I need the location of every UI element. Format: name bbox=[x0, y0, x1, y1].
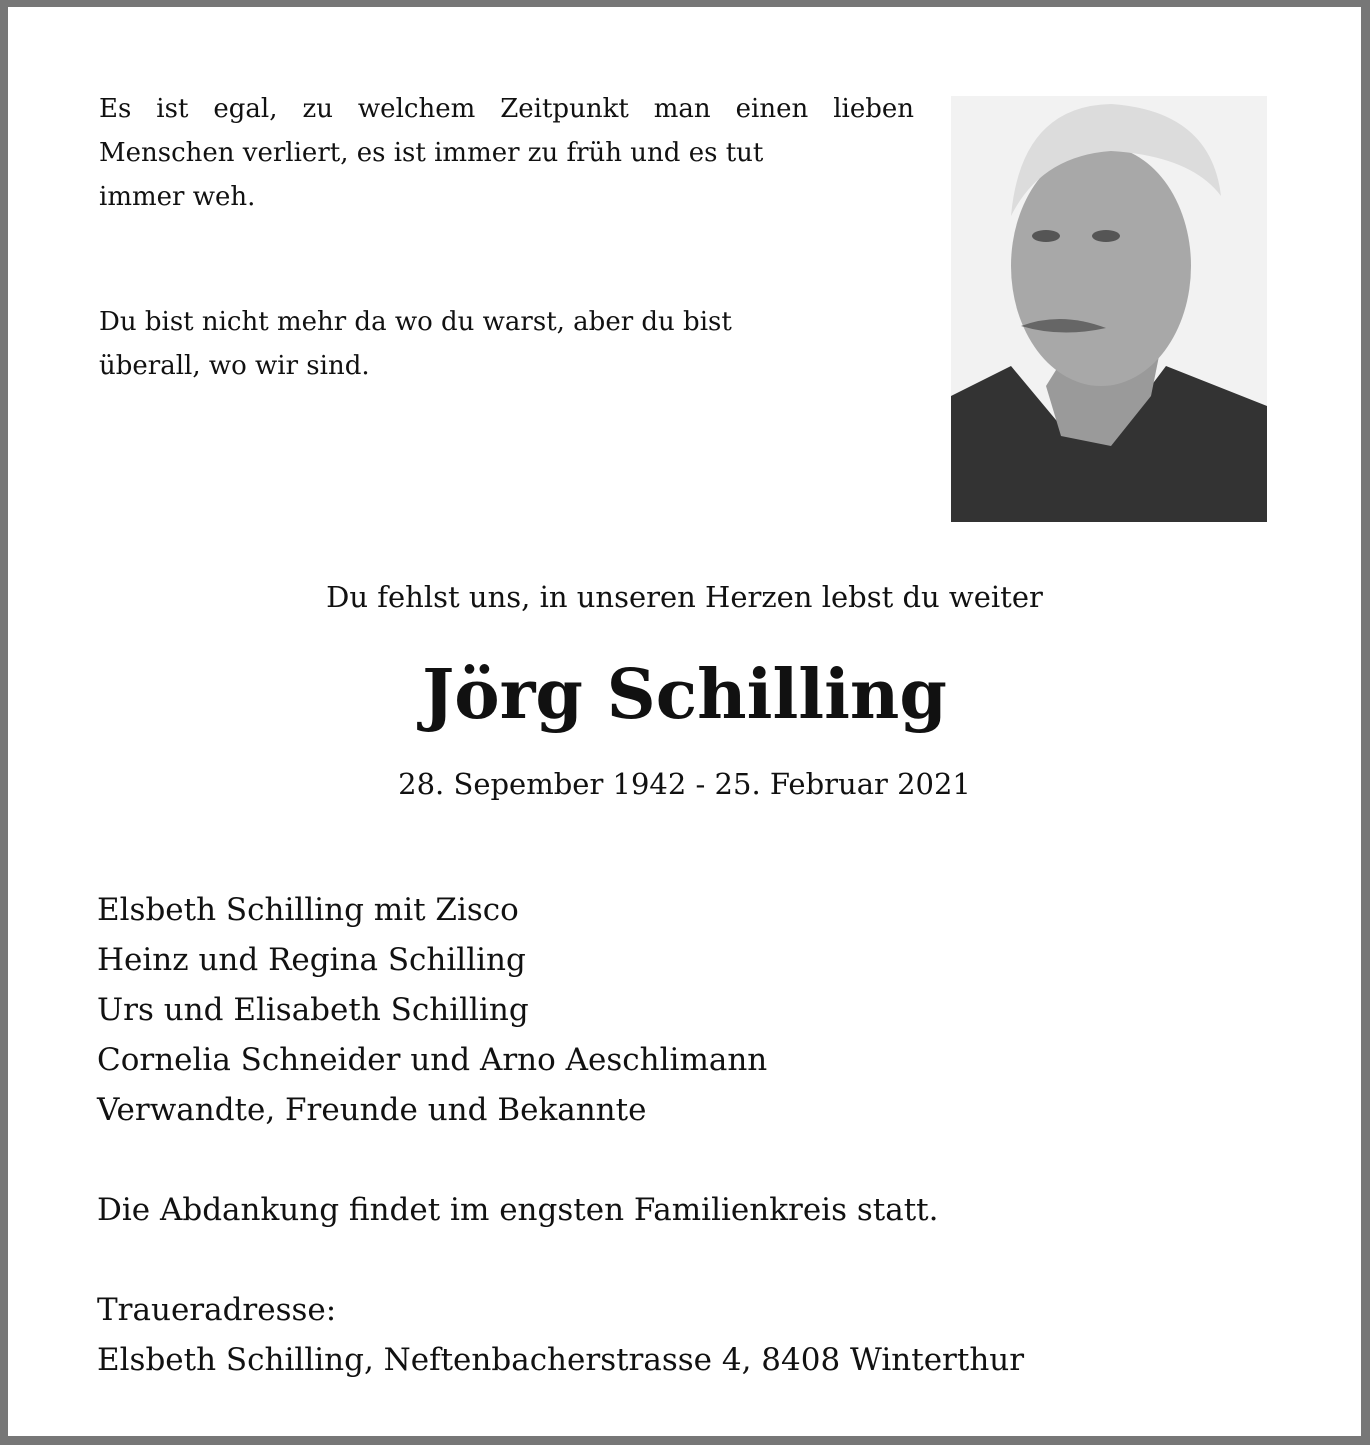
quote-line: Es ist egal, zu welchem Zeitpunkt man einen lieben bbox=[99, 94, 914, 124]
subtitle: Du fehlst uns, in unseren Herzen lebst du weiter bbox=[326, 580, 1043, 614]
address: Elsbeth Schilling, Neftenbacherstrasse 4, 8408 Winterthur bbox=[97, 1342, 1025, 1378]
mourner: Heinz und Regina Schilling bbox=[97, 942, 526, 978]
life-dates: 28. Sepember 1942 - 25. Februar 2021 bbox=[398, 767, 971, 801]
quote-line: immer weh. bbox=[99, 182, 256, 212]
quote-second bbox=[99, 300, 914, 388]
obituary-page bbox=[8, 7, 1361, 1436]
mourners-list bbox=[97, 885, 767, 1135]
quote-line: Menschen verliert, es ist immer zu früh und es tut bbox=[99, 138, 764, 168]
quote-top bbox=[99, 87, 914, 219]
mourner: Urs und Elisabeth Schilling bbox=[97, 992, 529, 1028]
mourner: Elsbeth Schilling mit Zisco bbox=[97, 892, 519, 928]
address-block bbox=[97, 1285, 1024, 1385]
deceased-name: Jörg Schilling bbox=[422, 655, 947, 735]
mourner: Verwandte, Freunde und Bekannte bbox=[97, 1092, 647, 1128]
quote-line: Du bist nicht mehr da wo du warst, aber du bist bbox=[99, 307, 732, 337]
mourner: Cornelia Schneider und Arno Aeschlimann bbox=[97, 1042, 768, 1078]
funeral-notice: Die Abdankung findet im engsten Familienkreis statt. bbox=[97, 1192, 939, 1228]
quote-line: überall, wo wir sind. bbox=[99, 351, 370, 381]
portrait-photo bbox=[951, 96, 1267, 522]
address-label: Traueradresse: bbox=[97, 1292, 337, 1328]
